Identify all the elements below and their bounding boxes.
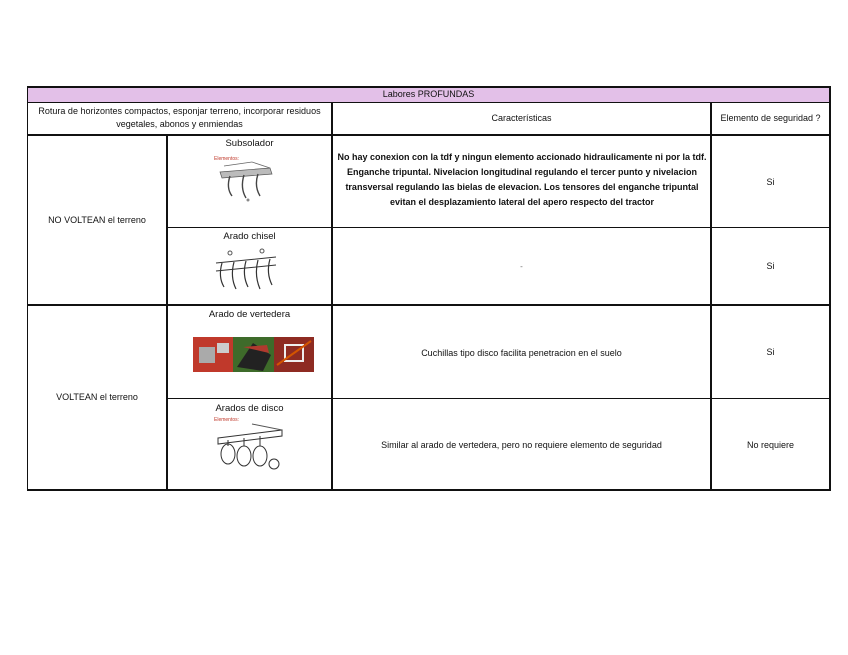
border-row1 (167, 227, 831, 228)
characteristics-subsolador: No hay conexion con la tdf y ningun elemento accionado hidraulicamente ni por la tdf. Enganche tripuntal. Nivelacion longitudinal regulando el tercer punto y nivelacion transversal regulando las bielas de elevacion. Los tensores del enganche tripuntal evitan el desplazamiento lateral del apero respecto del tractor (337, 152, 707, 207)
header-description: Rotura de horizontes compactos, esponjar terreno, incorporar residuos vegetales, abonos y enmiendas (38, 106, 321, 129)
characteristics-arados-disco: Similar al arado de vertedera, pero no requiere elemento de seguridad (381, 440, 662, 450)
safety-arado-chisel: Si (766, 261, 775, 271)
implement-name-subsolador: Subsolador (225, 138, 274, 149)
implement-name-arados-disco: Arados de disco (215, 403, 284, 414)
border-col3 (710, 103, 712, 491)
safety-arados-disco: No requiere (746, 440, 795, 450)
safety-arado-vertedera: Si (766, 347, 775, 357)
group-label-no-voltean: NO VOLTEAN el terreno (48, 215, 146, 225)
arado-vertedera-image (193, 337, 314, 372)
border-col2 (331, 103, 333, 491)
arados-disco-image (212, 414, 286, 478)
safety-subsolador: Si (766, 177, 775, 187)
border-right (829, 86, 831, 491)
characteristics-arado-vertedera: Cuchillas tipo disco facilita penetracion en el suelo (421, 348, 622, 358)
border-left (27, 86, 28, 491)
table-title: Labores PROFUNDAS (382, 89, 475, 99)
implement-name-arado-chisel: Arado chisel (223, 231, 276, 242)
subsolador-caption: Elementos: (214, 156, 240, 162)
header-safety: Elemento de seguridad ? (720, 113, 821, 123)
implement-name-arado-vertedera: Arado de vertedera (208, 309, 291, 320)
subsolador-image (212, 152, 282, 204)
group-label-voltean: VOLTEAN el terreno (56, 392, 138, 402)
arados-disco-caption: Elementos: (214, 417, 240, 423)
header-characteristics: Características (491, 113, 552, 123)
border-row3 (167, 398, 831, 399)
border-top (27, 86, 831, 88)
arado-chisel-image (210, 243, 282, 299)
characteristics-arado-chisel: - (520, 262, 523, 271)
